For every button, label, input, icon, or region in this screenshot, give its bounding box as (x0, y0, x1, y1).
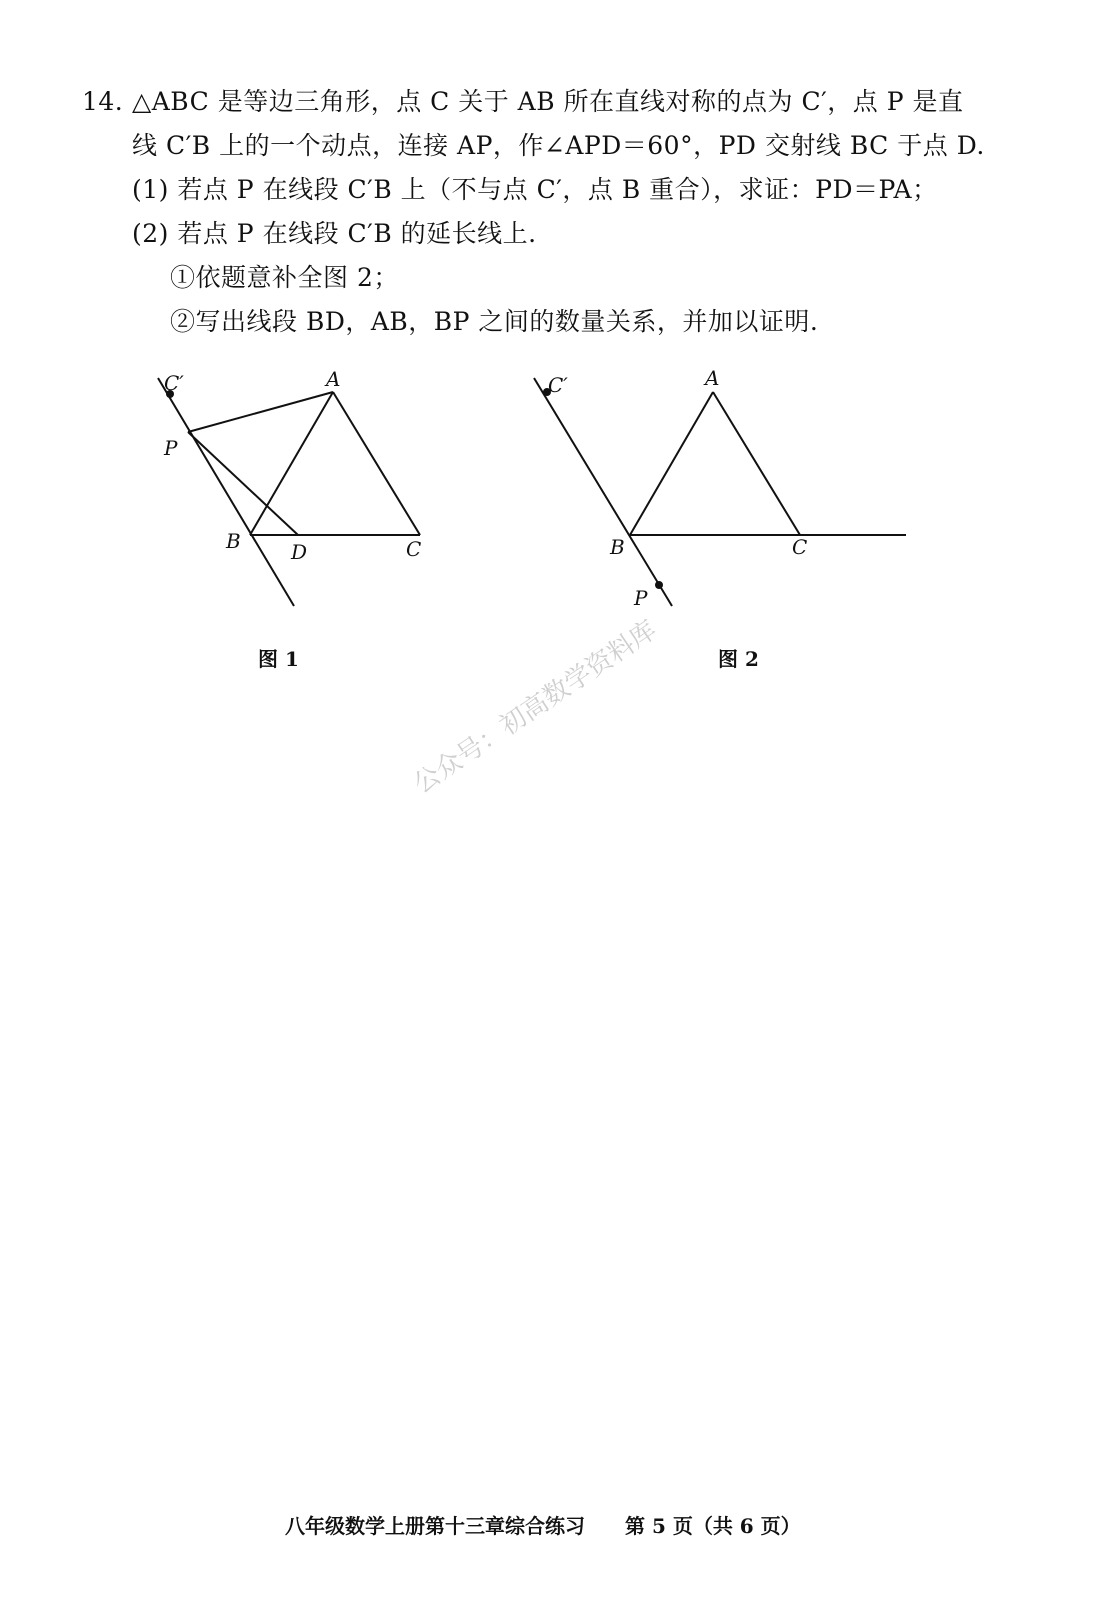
label-p: P (634, 586, 648, 610)
footer-page-number: 第 5 页（共 6 页） (625, 1514, 801, 1538)
part-1-question: (1) 若点 P 在线段 C′B 上（不与点 C′，点 B 重合），求证：PD＝PA； (132, 175, 938, 204)
line-c-prime-b-extended (534, 378, 672, 606)
label-c: C (792, 535, 808, 559)
figure-1-caption: 图 1 (258, 647, 299, 671)
point-p-dot (655, 581, 663, 589)
label-c: C (406, 537, 422, 561)
watermark: 公众号：初高数学资料库 (408, 615, 663, 800)
part-2-question: (2) 若点 P 在线段 C′B 的延长线上. (132, 219, 537, 248)
problem-number: 14. (82, 87, 124, 116)
label-c-prime: C′ (164, 371, 184, 395)
label-a: A (326, 367, 341, 391)
figure-2-diagram (0, 0, 1106, 700)
footer-title: 八年级数学上册第十三章综合练习 (285, 1514, 585, 1538)
label-b: B (610, 535, 625, 559)
segment-a-c (713, 392, 800, 535)
label-c-prime: C′ (548, 373, 568, 397)
figure-2-caption: 图 2 (718, 647, 759, 671)
label-a: A (705, 366, 720, 390)
label-p: P (164, 436, 178, 460)
problem-statement-line-1: △ABC 是等边三角形，点 C 关于 AB 所在直线对称的点为 C′，点 P 是直 (132, 87, 964, 116)
label-d: D (291, 540, 308, 564)
part-2-subquestion-1: ①依题意补全图 2； (170, 263, 399, 292)
problem-statement-line-2: 线 C′B 上的一个动点，连接 AP，作∠APD＝60°，PD 交射线 BC 于点 D. (132, 131, 985, 160)
part-2-subquestion-2: ②写出线段 BD，AB，BP 之间的数量关系，并加以证明. (170, 307, 819, 336)
page-footer (285, 1510, 801, 1539)
figure-2 (0, 0, 1106, 700)
segment-a-b (630, 392, 713, 535)
label-b: B (226, 529, 241, 553)
